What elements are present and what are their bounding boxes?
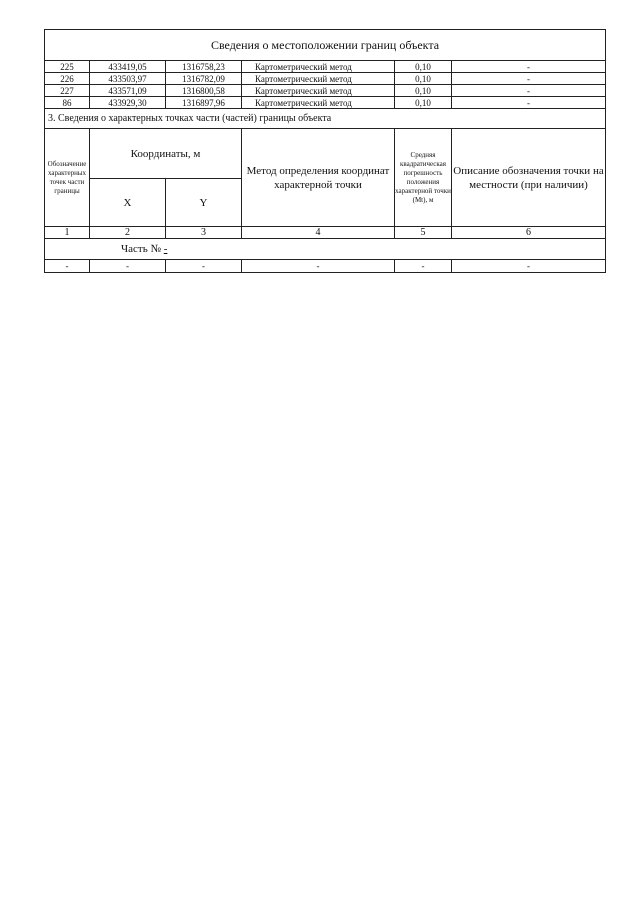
table-row [45,85,606,97]
empty-cell: - [452,260,606,273]
empty-cell: - [242,260,395,273]
empty-cell: - [166,260,242,273]
accuracy: 0,10 [395,85,452,97]
method: Картометрический метод [242,61,395,73]
method: Картометрический метод [242,85,395,97]
document-page [44,29,605,273]
coordinate-x: 433929,30 [90,97,166,109]
description: - [452,73,606,85]
column-number: 6 [452,227,606,239]
part-heading [45,239,606,260]
column-number: 2 [90,227,166,239]
coordinate-x: 433419,05 [90,61,166,73]
method: Картометрический метод [242,97,395,109]
empty-cell: - [395,260,452,273]
column-number: 1 [45,227,90,239]
point-number: 227 [45,85,90,97]
description: - [452,85,606,97]
coordinate-x: 433571,09 [90,85,166,97]
header-x: X [90,179,166,227]
coordinate-x: 433503,97 [90,73,166,85]
accuracy: 0,10 [395,61,452,73]
header-designation: Обозначение характерных точек части границы [45,129,90,227]
table-row [45,73,606,85]
coordinate-y: 1316800,58 [166,85,242,97]
method: Картометрический метод [242,73,395,85]
part-label: Часть № [121,243,161,255]
header-accuracy: Средняя квадратическая погрешность положения характерной точки (Мt), м [395,129,452,227]
description: - [452,61,606,73]
header-method: Метод определения координат характерной точки [242,129,395,227]
column-number: 3 [166,227,242,239]
point-number: 226 [45,73,90,85]
table-title: Сведения о местоположении границ объекта [45,30,606,61]
point-number: 225 [45,61,90,73]
column-number: 5 [395,227,452,239]
header-y: Y [166,179,242,227]
description: - [452,97,606,109]
table-row [45,260,606,273]
empty-cell: - [90,260,166,273]
empty-cell: - [45,260,90,273]
coordinate-y: 1316897,96 [166,97,242,109]
coordinate-y: 1316782,09 [166,73,242,85]
section-title: 3. Сведения о характерных точках части (частей) границы объекта [45,109,606,129]
table-row [45,97,606,109]
header-description: Описание обозначения точки на местности (при наличии) [452,129,606,227]
coordinate-y: 1316758,23 [166,61,242,73]
part-number: - [163,243,168,255]
header-coordinates: Координаты, м [90,129,242,179]
column-numbers-row [45,227,606,239]
table-row [45,61,606,73]
boundary-table [44,29,606,273]
accuracy: 0,10 [395,73,452,85]
column-number: 4 [242,227,395,239]
accuracy: 0,10 [395,97,452,109]
point-number: 86 [45,97,90,109]
